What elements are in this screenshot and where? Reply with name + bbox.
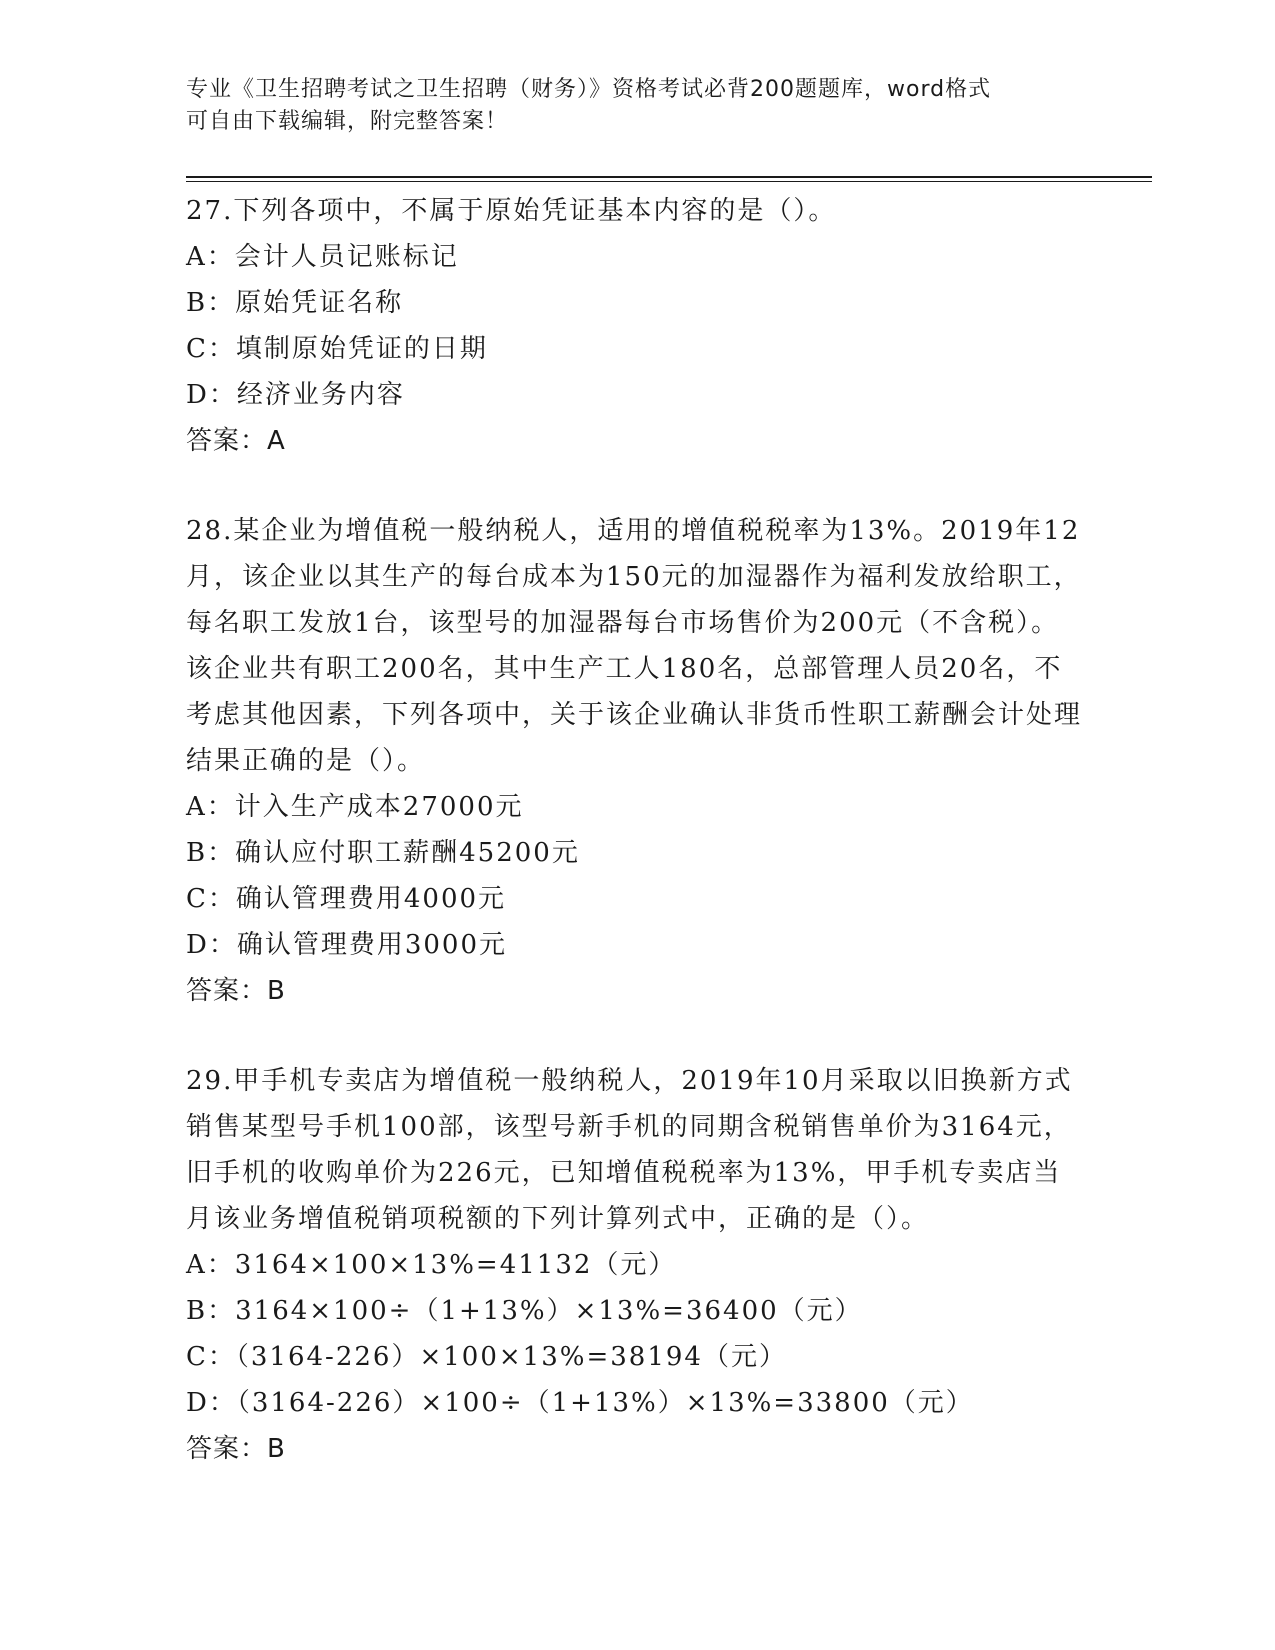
header-line-1: 专业《卫生招聘考试之卫生招聘（财务）》资格考试必背200题题库，word格式 <box>186 77 992 102</box>
option-c: C：（3164-226）×100×13%=38194（元） <box>186 1342 787 1372</box>
document-header <box>186 74 1066 138</box>
question-27 <box>186 188 1086 464</box>
question-stem: 27.下列各项中，不属于原始凭证基本内容的是（）。 <box>186 196 837 226</box>
header-divider-thick <box>186 176 1152 178</box>
option-b: B：确认应付职工薪酬45200元 <box>186 838 580 868</box>
option-c: C：确认管理费用4000元 <box>186 884 507 914</box>
question-28 <box>186 508 1086 1014</box>
option-a: A：计入生产成本27000元 <box>186 792 524 822</box>
question-stem: 28.某企业为增值税一般纳税人，适用的增值税税率为13%。2019年12月，该企业以其生产的每台成本为150元的加湿器作为福利发放给职工，每名职工发放1台，该型号的加湿器每台市场售价为200元（不含税）。该企业共有职工200名，其中生产工人180名，总部管理人员20名，不考虑其他因素，下列各项中，关于该企业确认非货币性职工薪酬会计处理结果正确的是（）。 <box>186 516 1083 776</box>
header-divider-thin <box>186 181 1152 182</box>
option-c: C：填制原始凭证的日期 <box>186 334 488 364</box>
question-29 <box>186 1058 1086 1472</box>
option-a: A：会计人员记账标记 <box>186 242 459 272</box>
answer-label: 答案：A <box>186 426 286 456</box>
question-stem: 29.甲手机专卖店为增值税一般纳税人，2019年10月采取以旧换新方式销售某型号手机100部，该型号新手机的同期含税销售单价为3164元，旧手机的收购单价为226元，已知增值税税率为13%，甲手机专卖店当月该业务增值税销项税额的下列计算列式中，正确的是（）。 <box>186 1066 1073 1234</box>
answer-label: 答案：B <box>186 976 286 1006</box>
option-b: B：3164×100÷（1+13%）×13%=36400（元） <box>186 1296 863 1326</box>
option-d: D：经济业务内容 <box>186 380 405 410</box>
option-d: D：确认管理费用3000元 <box>186 930 508 960</box>
option-b: B：原始凭证名称 <box>186 288 404 318</box>
header-line-2: 可自由下载编辑，附完整答案！ <box>186 109 509 134</box>
option-a: A：3164×100×13%=41132（元） <box>186 1250 677 1280</box>
option-d: D：（3164-226）×100÷（1+13%）×13%=33800（元） <box>186 1388 974 1418</box>
question-list <box>186 188 1086 1516</box>
answer-label: 答案：B <box>186 1434 286 1464</box>
